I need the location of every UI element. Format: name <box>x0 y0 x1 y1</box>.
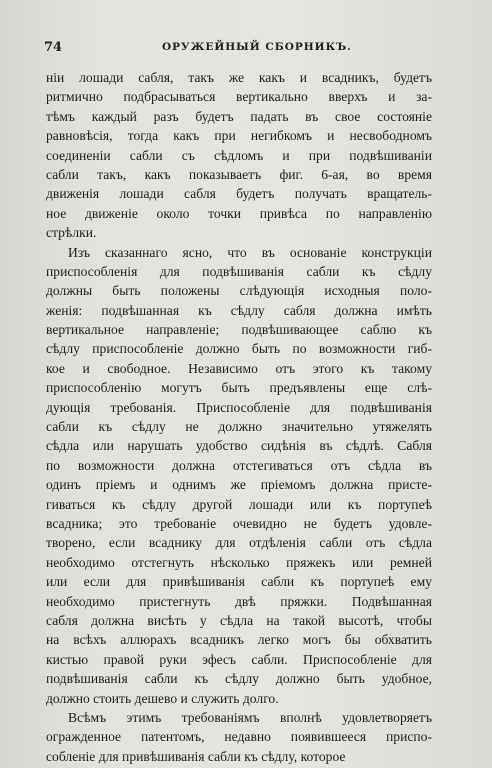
text-line: подвѣшиванiя сабли къ сѣдлу должно быть удобное, <box>46 671 432 687</box>
text-line: сабли такъ, какъ показываетъ фиг. 6-ая, во время <box>46 166 432 182</box>
text-line: ное движенiе около точки привѣса по направленiю <box>46 205 432 221</box>
page-number: 74 <box>44 40 63 55</box>
text-line: на всѣхъ аллюрахъ всадникъ легко могъ бы обхватить <box>46 632 432 648</box>
text-line: творено, если всаднику для отдѣленiя сабли отъ сѣдла <box>46 535 432 551</box>
text-line: всадника; это требованiе очевидно не будетъ удовле- <box>46 515 432 531</box>
paragraph <box>46 243 432 708</box>
text-line: сѣдлу приспособленiе должно быть по возможности гиб- <box>46 341 432 357</box>
text-line: кое и свободное. Независимо отъ этого къ такому <box>46 360 432 376</box>
text-line: гиваться къ сѣдлу другой лошади или къ портупеѣ <box>46 496 432 512</box>
text-line: Всѣмъ этимъ требованiямъ вполнѣ удовлетворяетъ <box>68 709 432 725</box>
text-line: по возможности должна отстегиваться отъ сѣдла въ <box>46 457 432 473</box>
text-line: сабли къ сѣдлу не должно значительно утяжелять <box>46 419 432 435</box>
paragraph <box>46 708 432 766</box>
body-text <box>46 68 432 766</box>
text-line: тѣмъ каждый разъ будетъ падать въ свое состоянiе <box>46 108 432 124</box>
text-line: приспособленiю могутъ быть предъявлены еще слѣ- <box>46 380 432 396</box>
text-line: собленiе для привѣшиванiя сабли къ сѣдлу, которое <box>46 748 346 764</box>
running-title: ОРУЖЕЙНЫЙ СБОРНИКЪ. <box>162 41 352 53</box>
text-line: кистью правой руки эфесъ сабли. Приспособленiе для <box>46 651 432 667</box>
text-line: соединенiи сабли съ сѣдломъ и при подвѣшиванiи <box>46 147 432 163</box>
text-line: одинъ прiемъ и однимъ же прiемомъ должна присте- <box>46 477 432 493</box>
text-line: женiя: подвѣшанная къ сѣдлу сабля должна имѣть <box>46 302 432 318</box>
text-line: должны быть положены слѣдующiя исходныя поло- <box>46 283 432 299</box>
text-line: или если для привѣшиванiя сабли къ портупеѣ ему <box>46 574 432 590</box>
text-line: вертикальное направленiе; подвѣшивающее саблю къ <box>46 322 432 338</box>
text-line: дующiя требованiя. Приспособленiе для подвѣшиванiя <box>46 399 432 415</box>
text-line: равновѣсiя, тогда какъ при негибкомъ и несвободномъ <box>46 128 432 144</box>
text-line: движенiя лошади сабля будетъ получать вращатель- <box>46 186 432 202</box>
text-line: Изъ сказаннаго ясно, что въ основанiе конструкцiи <box>68 244 432 260</box>
text-line: должно стоить дешево и служить долго. <box>46 690 279 706</box>
text-line: огражденное патентомъ, недавно появившееся приспо- <box>46 729 432 745</box>
text-line: сабля должна висѣть у сѣдла на такой высотѣ, чтобы <box>46 612 432 628</box>
text-line: нiи лошади сабля, такъ же какъ и всадникъ, будетъ <box>46 70 432 85</box>
text-line: приспособленiя для подвѣшиванiя сабли къ сѣдлу <box>46 263 432 279</box>
text-line: сѣдла или нарушать удобство сидѣнiя въ сѣдлѣ. Сабля <box>46 438 432 454</box>
text-line: ритмично подбрасываться вертикально вверхъ и за- <box>46 89 432 105</box>
page-header <box>44 40 434 58</box>
text-line: необходимо отстегнуть нѣсколько пряжекъ или ремней <box>46 554 432 570</box>
text-line: стрѣлки. <box>46 225 97 241</box>
text-line: необходимо пристегнуть двѣ пряжки. Подвѣшанная <box>46 593 432 609</box>
paragraph <box>46 68 432 243</box>
